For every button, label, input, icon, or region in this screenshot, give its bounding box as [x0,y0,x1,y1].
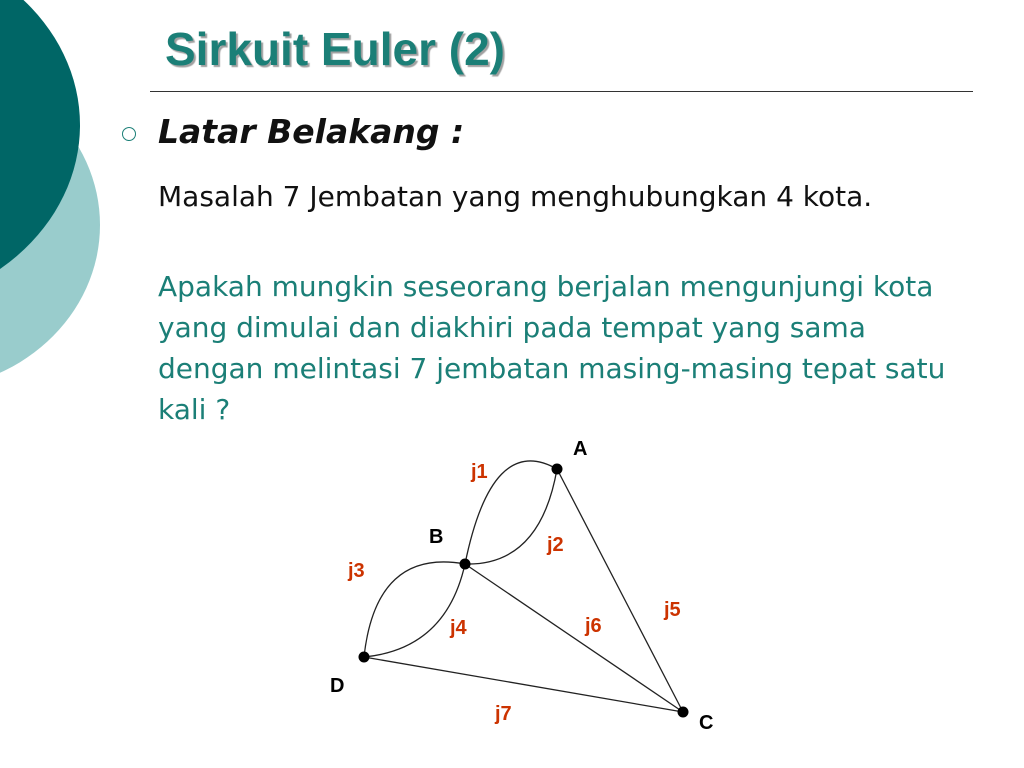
edge-j4 [364,564,465,657]
node-d-label: D [330,675,345,697]
edge-j2 [465,469,557,564]
node-b-label: B [429,526,444,548]
node-c-dot [678,707,689,718]
slide-title: Sirkuit Euler (2) [165,23,505,75]
edge-label-j1: j1 [471,461,488,483]
edge-label-j7: j7 [495,703,512,725]
node-a-dot [552,464,563,475]
node-b-dot [460,559,471,570]
edge-label-j5: j5 [664,599,681,621]
node-c-label: C [699,712,714,734]
problem-statement: Masalah 7 Jembatan yang menghubungkan 4 kota. [158,180,873,213]
edge-label-j6: j6 [585,615,602,637]
edge-j6 [465,564,683,712]
node-d-dot [359,652,370,663]
edge-j7 [364,657,683,712]
edge-j5 [557,469,683,712]
edge-label-j2: j2 [547,534,564,556]
edge-label-j3: j3 [348,560,365,582]
edge-label-j4: j4 [450,617,467,639]
problem-question: Apakah mungkin seseorang berjalan mengunjungi kota yang dimulai dan diakhiri pada tempat yang sama dengan melintasi 7 jembatan masing-masing tepat satu kali ? [158,270,946,426]
node-a-label: A [573,438,588,460]
section-heading: Latar Belakang : [158,112,465,151]
edge-j3 [364,562,465,657]
